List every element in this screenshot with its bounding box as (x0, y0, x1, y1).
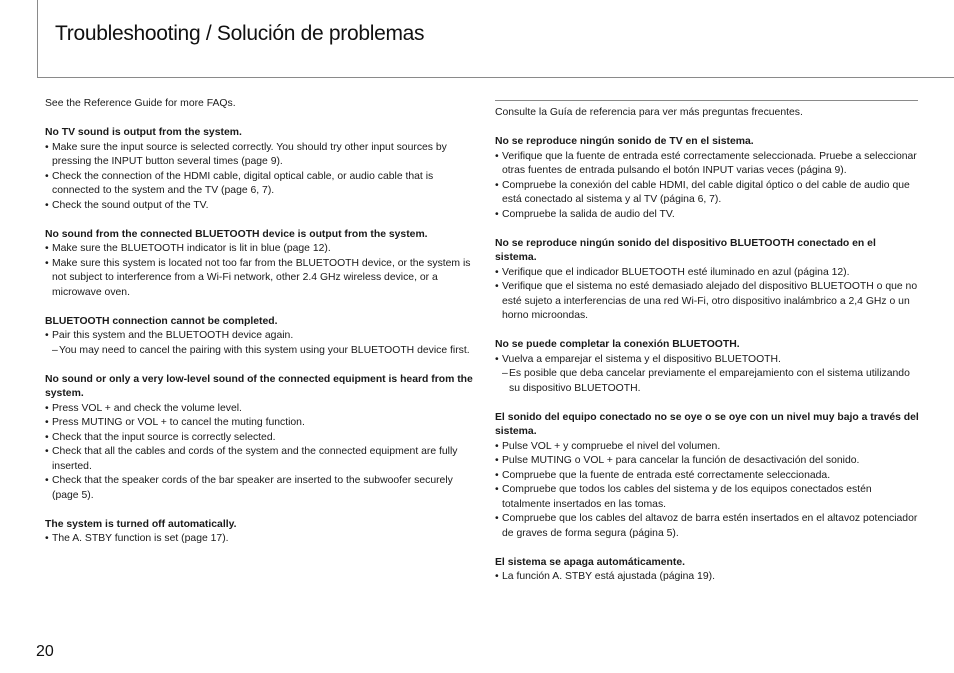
item-text: Compruebe la conexión del cable HDMI, del cable digital óptico o del cable de audio que está conectado al sistema y al TV (página 6, 7). (502, 179, 910, 205)
english-intro: See the Reference Guide for more FAQs. (45, 98, 236, 109)
section-heading: The system is turned off automatically. (45, 518, 237, 530)
section-heading: No se reproduce ningún sonido de TV en el sistema. (495, 136, 754, 147)
troubleshooting-section (45, 126, 473, 213)
bullet-marker: • (495, 266, 499, 278)
item-text: Pulse VOL + y compruebe el nivel del volumen. (502, 440, 721, 452)
bullet-item (495, 208, 920, 223)
item-text: The A. STBY function is set (page 17). (52, 533, 229, 544)
item-text: Compruebe que la fuente de entrada esté correctamente seleccionada. (502, 469, 831, 481)
spanish-column-rule (495, 100, 918, 101)
bullet-item (45, 257, 473, 301)
item-text: La función A. STBY está ajustada (página 19). (502, 571, 715, 582)
bullet-item (495, 179, 920, 208)
item-text: Make sure this system is located not too far from the BLUETOOTH device, or the system is not subject to interference from a Wi-Fi network, other 2.4 GHz wireless device, or a microwave oven. (52, 257, 471, 298)
bullet-item (45, 431, 473, 446)
page-title: Troubleshooting / Solución de problemas (55, 22, 425, 45)
section-heading: No se puede completar la conexión BLUETOOTH. (495, 339, 740, 350)
bullet-marker: • (45, 141, 49, 153)
bullet-marker: • (495, 353, 499, 365)
troubleshooting-section (45, 315, 473, 359)
bullet-item (495, 440, 920, 455)
page-number: 20 (36, 643, 54, 660)
troubleshooting-section (495, 411, 920, 542)
bullet-marker: • (45, 257, 49, 269)
bullet-item (495, 570, 920, 585)
item-text: Press MUTING or VOL + to cancel the muting function. (52, 417, 305, 428)
spanish-sections (495, 135, 920, 585)
bullet-marker: • (495, 571, 499, 582)
bullet-item (45, 199, 473, 214)
troubleshooting-section (495, 135, 920, 222)
dash-marker: – (52, 344, 58, 356)
bullet-marker: • (45, 170, 49, 182)
bullet-item (45, 416, 473, 431)
header-vertical-rule (37, 0, 38, 77)
item-text: Press VOL + and check the volume level. (52, 402, 242, 414)
section-heading: No sound from the connected BLUETOOTH device is output from the system. (45, 228, 428, 240)
troubleshooting-section (495, 338, 920, 396)
bullet-item (45, 170, 473, 199)
item-text: Check that the speaker cords of the bar speaker are inserted to the subwoofer securely (page 5). (52, 475, 453, 501)
english-column (45, 97, 473, 561)
bullet-item (495, 353, 920, 368)
dash-marker: – (502, 368, 508, 379)
section-heading: El sistema se apaga automáticamente. (495, 556, 685, 568)
english-sections (45, 126, 473, 547)
bullet-item (45, 445, 473, 474)
section-heading: No se reproduce ningún sonido del dispositivo BLUETOOTH conectado en el sistema. (495, 237, 876, 263)
bullet-marker: • (45, 402, 49, 414)
spanish-intro: Consulte la Guía de referencia para ver más preguntas frecuentes. (495, 107, 803, 118)
bullet-marker: • (495, 469, 499, 481)
bullet-item (45, 532, 473, 547)
section-heading: El sonido del equipo conectado no se oye o se oye con un nivel muy bajo a través del sistema. (495, 411, 919, 437)
item-text: Pair this system and the BLUETOOTH device again. (52, 330, 294, 341)
item-text: Verifique que el sistema no esté demasiado alejado del dispositivo BLUETOOTH o que no esté sujeto a interferencias de una red Wi-Fi, otro dispositivo inalámbrico a 2,4 GHz o un horno microondas. (502, 281, 918, 321)
bullet-marker: • (495, 150, 499, 162)
bullet-marker: • (495, 440, 499, 452)
bullet-marker: • (45, 475, 49, 486)
troubleshooting-section (495, 556, 920, 585)
bullet-item (495, 454, 920, 469)
troubleshooting-section (45, 518, 473, 547)
item-text: Check that the input source is correctly selected. (52, 431, 276, 443)
bullet-marker: • (45, 417, 49, 428)
bullet-marker: • (495, 484, 499, 495)
bullet-marker: • (495, 281, 499, 292)
troubleshooting-section (495, 237, 920, 324)
bullet-marker: • (495, 208, 499, 220)
bullet-marker: • (45, 243, 49, 254)
item-text: Check that all the cables and cords of the system and the connected equipment are fully inserted. (52, 446, 458, 472)
bullet-item (495, 483, 920, 512)
bullet-marker: • (45, 330, 49, 341)
item-text: Es posible que deba cancelar previamente el emparejamiento con el sistema utilizando su dispositivo BLUETOOTH. (509, 368, 910, 394)
item-text: Make sure the BLUETOOTH indicator is lit in blue (page 12). (52, 243, 331, 254)
section-heading: No sound or only a very low-level sound of the connected equipment is heard from the system. (45, 373, 473, 399)
bullet-marker: • (45, 431, 49, 443)
troubleshooting-section (45, 373, 473, 504)
bullet-marker: • (495, 455, 499, 466)
bullet-marker: • (45, 446, 49, 457)
sub-item (495, 367, 920, 396)
item-text: Verifique que el indicador BLUETOOTH esté iluminado en azul (página 12). (502, 266, 850, 278)
bullet-item (45, 329, 473, 344)
item-text: Make sure the input source is selected correctly. You should try other input sources by pressing the INPUT button several times (page 9). (52, 141, 447, 167)
bullet-item (45, 141, 473, 170)
bullet-item (495, 512, 920, 541)
section-heading: BLUETOOTH connection cannot be completed. (45, 315, 278, 327)
bullet-marker: • (45, 199, 49, 211)
bullet-item (45, 402, 473, 417)
bullet-item (495, 266, 920, 281)
bullet-item (495, 469, 920, 484)
bullet-item (45, 242, 473, 257)
item-text: Verifique que la fuente de entrada esté correctamente seleccionada. Pruebe a seleccionar otras fuentes de entrada pulsando el botón INPUT varias veces (página 9). (502, 150, 917, 176)
bullet-marker: • (495, 179, 499, 191)
section-heading: No TV sound is output from the system. (45, 127, 242, 138)
item-text: Check the connection of the HDMI cable, digital optical cable, or audio cable that is connected to the system and the TV (page 6, 7). (52, 170, 434, 196)
spanish-column (495, 106, 920, 599)
bullet-marker: • (45, 533, 49, 544)
item-text: Compruebe que los cables del altavoz de barra estén insertados en el altavoz potenciador de graves de forma segura (página 5). (502, 513, 918, 539)
item-text: You may need to cancel the pairing with this system using your BLUETOOTH device first. (59, 344, 470, 356)
item-text: Compruebe que todos los cables del sistema y de los equipos conectados estén totalmente insertados en las tomas. (502, 484, 872, 510)
item-text: Pulse MUTING o VOL + para cancelar la función de desactivación del sonido. (502, 455, 860, 466)
bullet-marker: • (495, 513, 499, 524)
item-text: Check the sound output of the TV. (52, 199, 209, 211)
troubleshooting-section (45, 228, 473, 301)
item-text: Compruebe la salida de audio del TV. (502, 208, 675, 220)
bullet-item (45, 474, 473, 503)
bullet-item (495, 150, 920, 179)
header-horizontal-rule (37, 77, 954, 78)
item-text: Vuelva a emparejar el sistema y el dispositivo BLUETOOTH. (502, 353, 781, 365)
bullet-item (495, 280, 920, 324)
sub-item (45, 344, 473, 359)
